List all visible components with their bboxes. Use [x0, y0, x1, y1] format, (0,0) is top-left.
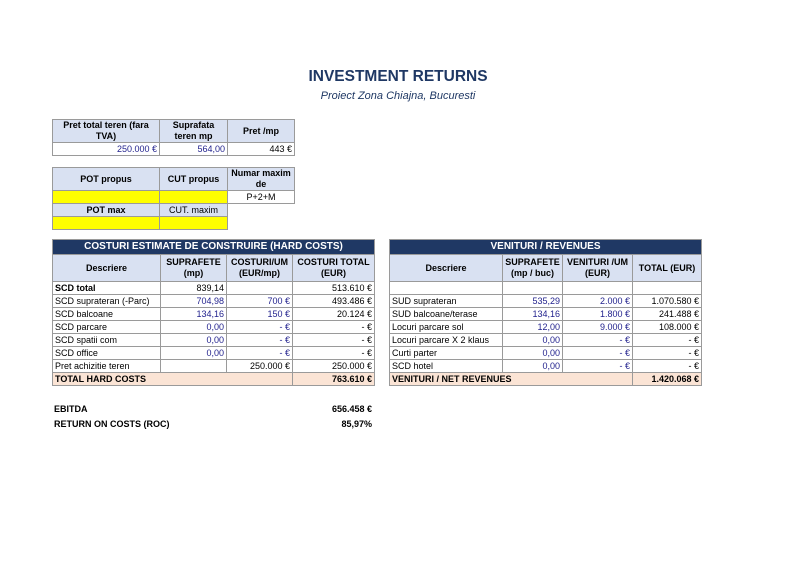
max-floors-value[interactable]: P+2+M: [228, 191, 295, 204]
rev-area[interactable]: 535,29: [503, 295, 563, 308]
cut-propus-header: CUT propus: [160, 168, 228, 191]
max-floors-header: Numar maxim de: [228, 168, 295, 191]
costs-unit-header: COSTURI/UM (EUR/mp): [227, 255, 293, 282]
cut-max-header: CUT. maxim: [160, 204, 228, 217]
rev-total[interactable]: [633, 282, 702, 295]
cost-unit[interactable]: - €: [227, 334, 293, 347]
land-price-header: Pret total teren (fara TVA): [53, 120, 160, 143]
cost-unit[interactable]: 700 €: [227, 295, 293, 308]
cost-desc: SCD parcare: [53, 321, 161, 334]
cost-area[interactable]: [161, 360, 227, 373]
rev-desc-header: Descriere: [390, 255, 503, 282]
hard-costs-table: [52, 239, 375, 386]
rev-area[interactable]: 12,00: [503, 321, 563, 334]
ebitda-label: EBITDA: [54, 404, 88, 414]
price-per-sqm-value[interactable]: 443 €: [228, 143, 295, 156]
cost-desc: Pret achizitie teren: [53, 360, 161, 373]
rev-area[interactable]: 0,00: [503, 360, 563, 373]
hard-costs-banner: COSTURI ESTIMATE DE CONSTRUIRE (HARD COSTS): [53, 240, 375, 255]
pot-max-value[interactable]: [53, 217, 160, 230]
table-row: [53, 282, 375, 295]
land-area-header: Suprafata teren mp: [160, 120, 228, 143]
rev-unit[interactable]: - €: [563, 334, 633, 347]
table-row: [390, 334, 702, 347]
cost-total[interactable]: 20.124 €: [293, 308, 375, 321]
costs-total-header: COSTURI TOTAL (EUR): [293, 255, 375, 282]
cut-propus-value[interactable]: [160, 191, 228, 204]
rev-total[interactable]: 1.070.580 €: [633, 295, 702, 308]
table-row: [53, 360, 375, 373]
pot-max-header: POT max: [53, 204, 160, 217]
rev-total[interactable]: - €: [633, 334, 702, 347]
roc-value: 85,97%: [341, 419, 372, 429]
rev-unit[interactable]: 9.000 €: [563, 321, 633, 334]
cost-total[interactable]: - €: [293, 347, 375, 360]
rev-desc: Locuri parcare X 2 klaus: [390, 334, 503, 347]
total-row: [53, 373, 375, 386]
net-revenues-value: 1.420.068 €: [633, 373, 702, 386]
revenues-banner: VENITURI / REVENUES: [390, 240, 702, 255]
table-row: [390, 360, 702, 373]
page-subtitle: Proiect Zona Chiajna, Bucuresti: [320, 90, 476, 102]
table-row: [390, 295, 702, 308]
cost-total[interactable]: 513.610 €: [293, 282, 375, 295]
rev-desc: [390, 282, 503, 295]
table-row: [53, 321, 375, 334]
total-row: [390, 373, 702, 386]
rev-total[interactable]: 108.000 €: [633, 321, 702, 334]
rev-desc: Locuri parcare sol: [390, 321, 503, 334]
total-hard-costs-label: TOTAL HARD COSTS: [53, 373, 293, 386]
rev-total[interactable]: - €: [633, 347, 702, 360]
rev-unit[interactable]: - €: [563, 347, 633, 360]
table-row: [53, 308, 375, 321]
land-price-value[interactable]: 250.000 €: [53, 143, 160, 156]
cost-desc: SCD balcoane: [53, 308, 161, 321]
rev-desc: SCD hotel: [390, 360, 503, 373]
table-row: [53, 347, 375, 360]
table-row: [390, 282, 702, 295]
cost-area[interactable]: 704,98: [161, 295, 227, 308]
land-table: [52, 119, 295, 156]
price-per-sqm-header: Pret /mp: [228, 120, 295, 143]
costs-desc-header: Descriere: [53, 255, 161, 282]
cost-area[interactable]: 839,14: [161, 282, 227, 295]
cost-desc: SCD suprateran (-Parc): [53, 295, 161, 308]
pot-propus-value[interactable]: [53, 191, 160, 204]
table-row: [390, 347, 702, 360]
cost-area[interactable]: 134,16: [161, 308, 227, 321]
rev-desc: SUD balcoane/terase: [390, 308, 503, 321]
cost-desc: SCD total: [53, 282, 161, 295]
net-revenues-label: VENITURI / NET REVENUES: [390, 373, 633, 386]
pot-cut-table: [52, 167, 295, 230]
table-row: [390, 321, 702, 334]
rev-unit[interactable]: [563, 282, 633, 295]
rev-area[interactable]: 134,16: [503, 308, 563, 321]
cost-total[interactable]: 250.000 €: [293, 360, 375, 373]
cost-unit[interactable]: [227, 282, 293, 295]
rev-area[interactable]: 0,00: [503, 347, 563, 360]
cost-area[interactable]: 0,00: [161, 347, 227, 360]
cost-total[interactable]: - €: [293, 334, 375, 347]
cost-unit[interactable]: 150 €: [227, 308, 293, 321]
cost-total[interactable]: 493.486 €: [293, 295, 375, 308]
rev-unit[interactable]: 2.000 €: [563, 295, 633, 308]
cost-area[interactable]: 0,00: [161, 334, 227, 347]
rev-total[interactable]: - €: [633, 360, 702, 373]
cost-desc: SCD spatii com: [53, 334, 161, 347]
page-title: INVESTMENT RETURNS: [308, 68, 488, 85]
rev-desc: SUD suprateran: [390, 295, 503, 308]
cost-area[interactable]: 0,00: [161, 321, 227, 334]
rev-area[interactable]: 0,00: [503, 334, 563, 347]
land-area-value[interactable]: 564,00: [160, 143, 228, 156]
cost-unit[interactable]: 250.000 €: [227, 360, 293, 373]
costs-area-header: SUPRAFETE (mp): [161, 255, 227, 282]
pot-propus-header: POT propus: [53, 168, 160, 191]
table-row: [53, 295, 375, 308]
cost-total[interactable]: - €: [293, 321, 375, 334]
table-row: [390, 308, 702, 321]
revenues-table: [389, 239, 702, 386]
cost-unit[interactable]: - €: [227, 347, 293, 360]
rev-area-header: SUPRAFETE (mp / buc): [503, 255, 563, 282]
rev-unit-header: VENITURI /UM (EUR): [563, 255, 633, 282]
rev-total[interactable]: 241.488 €: [633, 308, 702, 321]
rev-unit[interactable]: 1.800 €: [563, 308, 633, 321]
total-hard-costs-value: 763.610 €: [293, 373, 375, 386]
rev-desc: Curti parter: [390, 347, 503, 360]
rev-total-header: TOTAL (EUR): [633, 255, 702, 282]
cut-max-value[interactable]: [160, 217, 228, 230]
roc-label: RETURN ON COSTS (ROC): [54, 419, 170, 429]
rev-unit[interactable]: - €: [563, 360, 633, 373]
cost-desc: SCD office: [53, 347, 161, 360]
table-row: [53, 334, 375, 347]
ebitda-value: 656.458 €: [331, 404, 372, 414]
cost-unit[interactable]: - €: [227, 321, 293, 334]
rev-area[interactable]: [503, 282, 563, 295]
